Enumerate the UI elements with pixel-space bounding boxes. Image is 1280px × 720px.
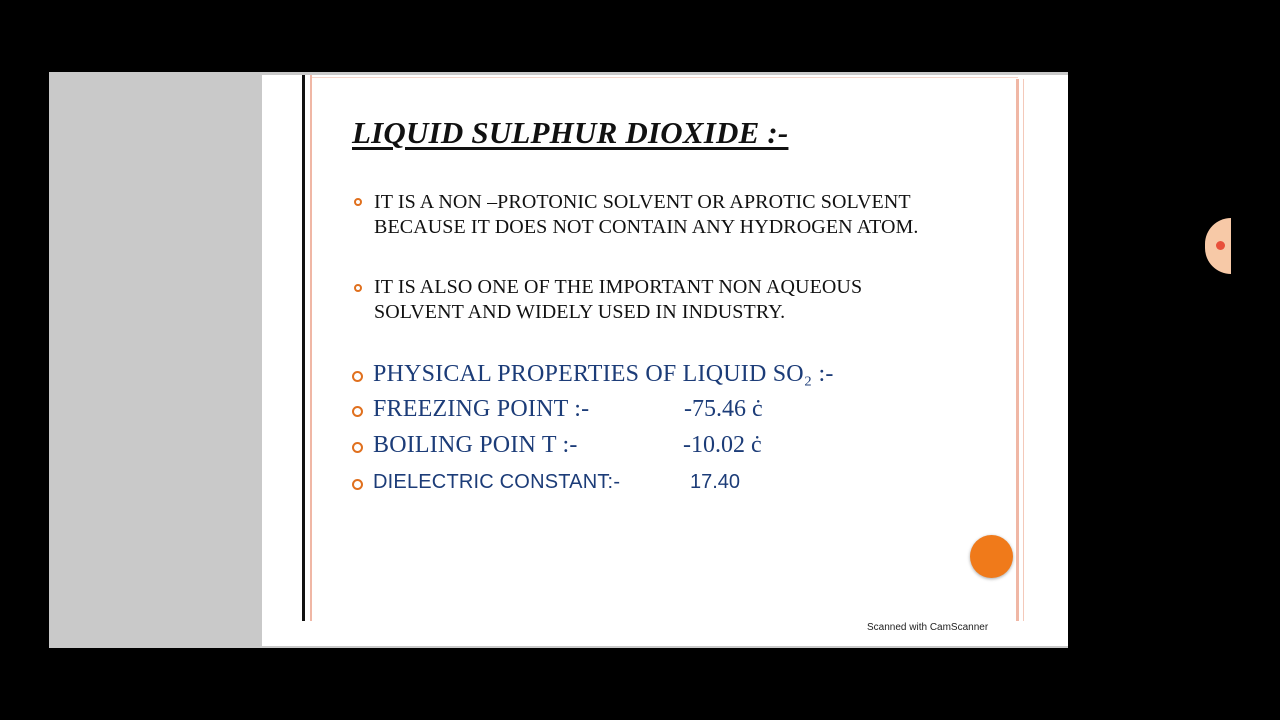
- bullet-2-line-1: IT IS ALSO ONE OF THE IMPORTANT NON AQUEOUS: [374, 276, 863, 298]
- boiling-point-value: -10.02 ċ: [683, 432, 762, 458]
- slide-left-line: [310, 75, 312, 621]
- bullet-icon: [352, 442, 363, 453]
- dielectric-constant-value: 17.40: [690, 471, 741, 493]
- freezing-point-label: FREEZING POINT :-: [373, 396, 590, 422]
- slide-left-bar: [302, 75, 305, 621]
- properties-heading: PHYSICAL PROPERTIES OF LIQUID SO₂ :-: [373, 361, 834, 387]
- bullet-icon: [352, 406, 363, 417]
- bullet-1-line-1: IT IS A NON –PROTONIC SOLVENT OR APROTIC SOLVENT: [374, 191, 911, 213]
- bullet-2-line-2: SOLVENT AND WIDELY USED IN INDUSTRY.: [374, 301, 786, 323]
- slide-right-line: [1016, 79, 1019, 621]
- bullet-icon: [354, 284, 362, 292]
- bullet-icon: [354, 198, 362, 206]
- slide-right-line-inner: [1023, 79, 1024, 621]
- dielectric-constant-label: DIELECTRIC CONSTANT:-: [373, 471, 621, 493]
- camscanner-watermark: Scanned with CamScanner: [867, 622, 989, 633]
- orange-circle-icon: [970, 535, 1013, 578]
- freezing-point-value: -75.46 ċ: [684, 396, 763, 422]
- bullet-icon: [352, 479, 363, 490]
- bullet-icon: [352, 371, 363, 382]
- boiling-point-label: BOILING POIN T :-: [373, 432, 578, 458]
- slide-title: LIQUID SULPHUR DIOXIDE :-: [352, 115, 789, 150]
- slide-page: [262, 75, 1068, 646]
- slide-top-border: [312, 77, 1018, 78]
- bullet-1-line-2: BECAUSE IT DOES NOT CONTAIN ANY HYDROGEN ATOM.: [374, 216, 919, 238]
- floating-record-widget[interactable]: [1205, 218, 1231, 274]
- record-dot-icon: [1216, 241, 1225, 250]
